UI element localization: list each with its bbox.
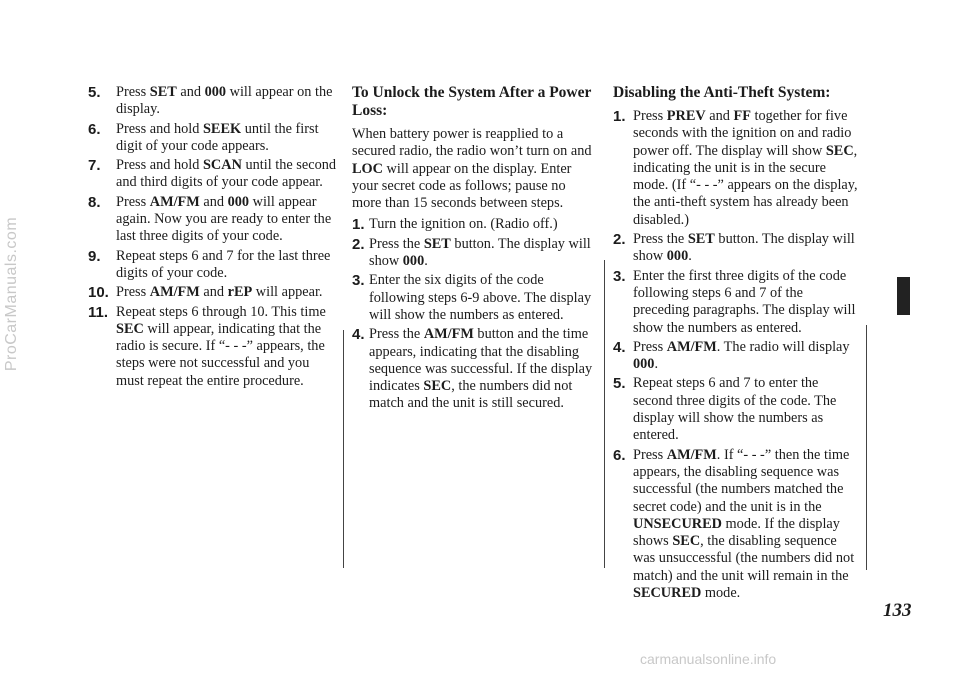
step-number: 4.: [352, 326, 365, 344]
step-number: 10.: [88, 284, 109, 302]
step-number: 4.: [613, 338, 626, 356]
list-item: 2. Press the SET button. The display will show 000.: [352, 235, 591, 270]
step-number: 3.: [613, 267, 626, 285]
list-item: 1. Press PREV and FF together for five seconds with the ignition on and radio power off. The display will show SEC, indicating the unit is in the secure mode. (If “- - -” appears on the display, the anti-theft system has already been disabled.): [613, 108, 858, 228]
section-heading-unlock: To Unlock the System After a Power Loss:: [352, 84, 592, 119]
step-number: 2.: [613, 231, 626, 249]
page-number: 133: [883, 600, 912, 621]
list-item: 1. Turn the ignition on. (Radio off.): [352, 216, 558, 234]
step-number: 3.: [352, 272, 365, 290]
step-number: 11.: [88, 303, 109, 321]
list-item: 8. Press AM/FM and 000 will appear again. Now you are ready to enter the last three digits of your code.: [88, 193, 332, 245]
step-number: 1.: [352, 216, 365, 234]
column-middle: [352, 84, 597, 415]
step-number: 5.: [88, 84, 101, 101]
steps-list-continued: [88, 84, 338, 390]
step-number: 5.: [613, 375, 626, 393]
step-number: 1.: [613, 108, 626, 125]
list-item: 11. Repeat steps 6 through 10. This time SEC will appear, indicating that the radio is secure. If “- - -” appears, the steps were not successful and you must repeat the entire procedure.: [88, 303, 326, 389]
disable-steps-list: [613, 108, 859, 602]
step-number: 6.: [88, 120, 101, 138]
column-divider-right: [604, 260, 605, 568]
column-left: [88, 84, 338, 392]
page-edge-line: [866, 325, 867, 570]
list-item: 2. Press the SET button. The display will show 000.: [613, 231, 855, 265]
list-item: 9. Repeat steps 6 and 7 for the last three digits of your code.: [88, 247, 331, 281]
list-item: 4. Press the AM/FM button and the time appears, indicating that the disabling sequence was successful. If the display indicates SEC, the numbers did not match and the unit is still secured.: [352, 326, 593, 412]
list-item: 4. Press AM/FM. The radio will display 000.: [613, 338, 850, 373]
column-right: [613, 84, 859, 604]
footer-watermark: carmanualsonline.info: [640, 651, 777, 667]
list-item: 6. Press and hold SEEK until the first digit of your code appears.: [88, 120, 319, 154]
step-number: 8.: [88, 193, 101, 211]
unlock-intro-text: When battery power is reapplied to a secured radio, the radio won’t turn on and LOC will appear on the display. Enter your secret code as follows; pause no more than 15 seconds between steps.: [352, 126, 592, 212]
step-number: 6.: [613, 446, 626, 464]
list-item: 10. Press AM/FM and rEP will appear.: [88, 284, 323, 302]
step-number: 2.: [352, 235, 365, 253]
list-item: 5. Repeat steps 6 and 7 to enter the second three digits of the code. The display will show the numbers as entered.: [613, 375, 837, 444]
step-number: 7.: [88, 157, 101, 175]
list-item: 7. Press and hold SCAN until the second and third digits of your code appear.: [88, 157, 337, 191]
section-tab-marker: [897, 277, 910, 315]
column-divider-left: [343, 330, 344, 568]
list-item: 6. Press AM/FM. If “- - -” then the time appears, the disabling sequence was successful (the numbers matched the secret code) and the unit is in the UNSECURED mode. If the display shows SEC, the disabling sequence was unsuccessful (the numbers did not match) and the unit will remain in the SECURED mode.: [613, 446, 855, 602]
list-item: 5. Press SET and 000 will appear on the display.: [88, 84, 333, 118]
section-heading-disable: Disabling the Anti-Theft System:: [613, 84, 831, 101]
list-item: 3. Enter the six digits of the code following steps 6-9 above. The display will show the numbers as entered.: [352, 272, 592, 323]
list-item: 3. Enter the first three digits of the code following steps 6 and 7 of the preceding paragraphs. The display will show the numbers as entered.: [613, 267, 856, 336]
step-number: 9.: [88, 247, 101, 265]
unlock-steps-list: [352, 216, 597, 412]
side-watermark: ProCarManuals.com: [3, 216, 20, 372]
